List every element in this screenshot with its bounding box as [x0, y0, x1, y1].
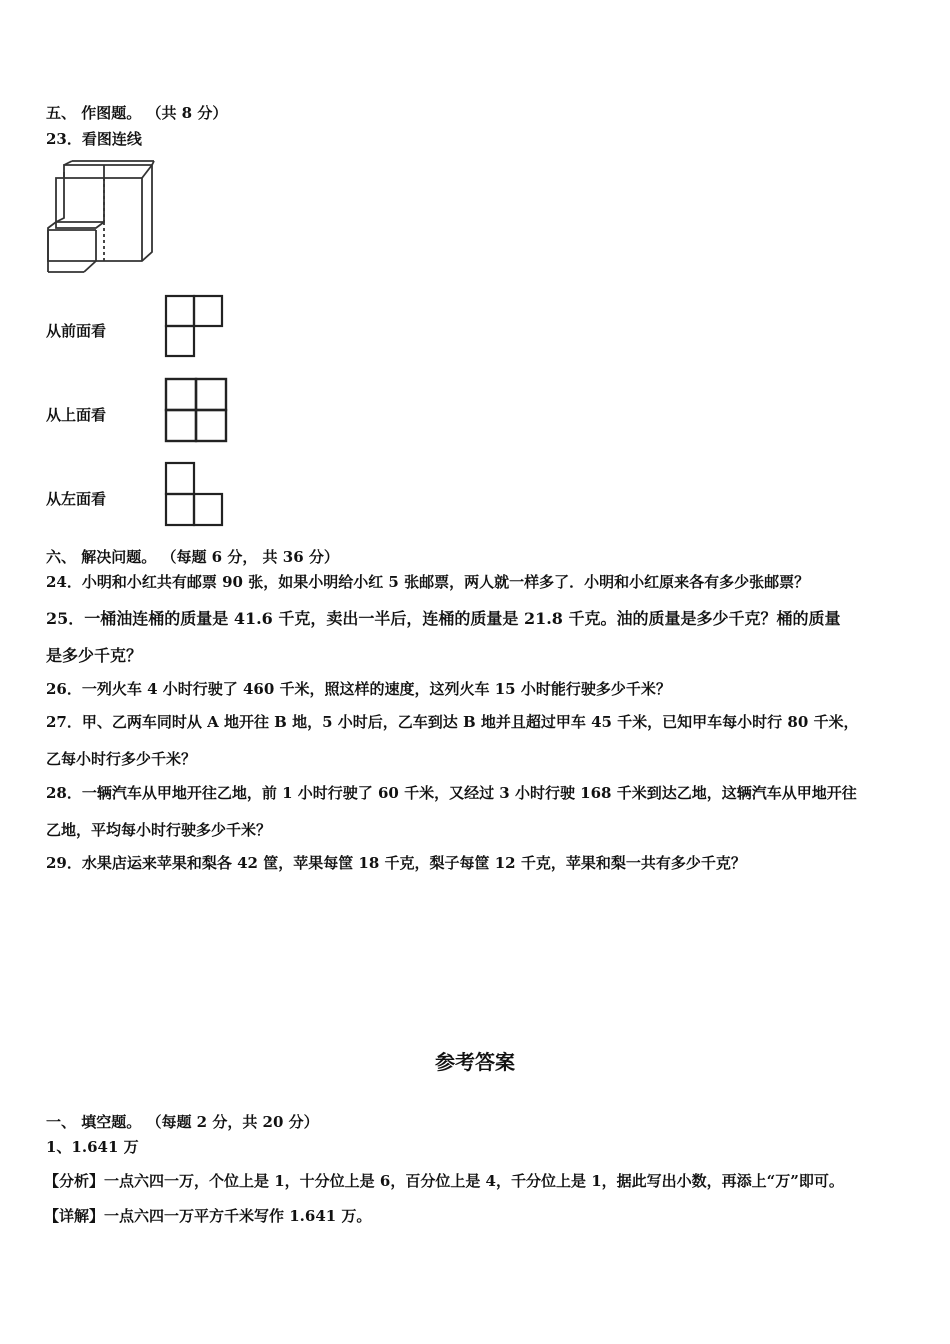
question-26: 26．一列火车 4 小时行驶了 460 千米，照这样的速度，这列火车 15 小时能行驶多少千米？ [46, 680, 671, 698]
question-27-line1: 27．甲、乙两车同时从 A 地开往 B 地，5 小时后，乙车到达 B 地并且超过甲车 45 千米，已知甲车每小时行 80 千米， [46, 713, 859, 731]
answer-1-detail: 【详解】一点六四一万平方千米写作 1.641 万。 [44, 1207, 372, 1225]
cube-stack-figure [44, 160, 160, 278]
top-view-figure [163, 376, 229, 444]
front-view-figure [163, 293, 225, 359]
view-label-top: 从上面看 [46, 406, 107, 424]
answer-1: 1、1.641 万 [46, 1138, 139, 1156]
answer-1-analysis: 【分析】一点六四一万，个位上是 1，十分位上是 6，百分位上是 4，千分位上是 1，据此写出小数，再添上“万”即可。 [44, 1172, 844, 1190]
answers-section1-heading: 一、 填空题。 （每题 2 分，共 20 分） [46, 1113, 319, 1131]
answers-title: 参考答案 [435, 1050, 515, 1074]
question-28-line1: 28．一辆汽车从甲地开往乙地，前 1 小时行驶了 60 千米，又经过 3 小时行驶 168 千米到达乙地，这辆汽车从甲地开往 [46, 784, 857, 802]
view-label-left: 从左面看 [46, 490, 107, 508]
left-view-figure [163, 460, 225, 528]
question-23: 23．看图连线 [46, 130, 142, 148]
section6-heading: 六、 解决问题。 （每题 6 分， 共 36 分） [46, 548, 339, 566]
question-27-line2: 乙每小时行多少千米？ [46, 750, 197, 768]
question-29: 29．水果店运来苹果和梨各 42 筐，苹果每筐 18 千克，梨子每筐 12 千克，苹果和梨一共有多少千克？ [46, 854, 746, 872]
view-label-front: 从前面看 [46, 322, 107, 340]
question-25-line1: 25．一桶油连桶的质量是 41.6 千克，卖出一半后，连桶的质量是 21.8 千克。油的质量是多少千克？桶的质量 [46, 609, 841, 628]
question-24: 24．小明和小红共有邮票 90 张，如果小明给小红 5 张邮票，两人就一样多了．小明和小红原来各有多少张邮票？ [46, 573, 810, 591]
question-25-line2: 是多少千克？ [46, 646, 143, 665]
section5-heading: 五、 作图题。 （共 8 分） [46, 104, 228, 122]
question-28-line2: 乙地，平均每小时行驶多少千米？ [46, 821, 272, 839]
